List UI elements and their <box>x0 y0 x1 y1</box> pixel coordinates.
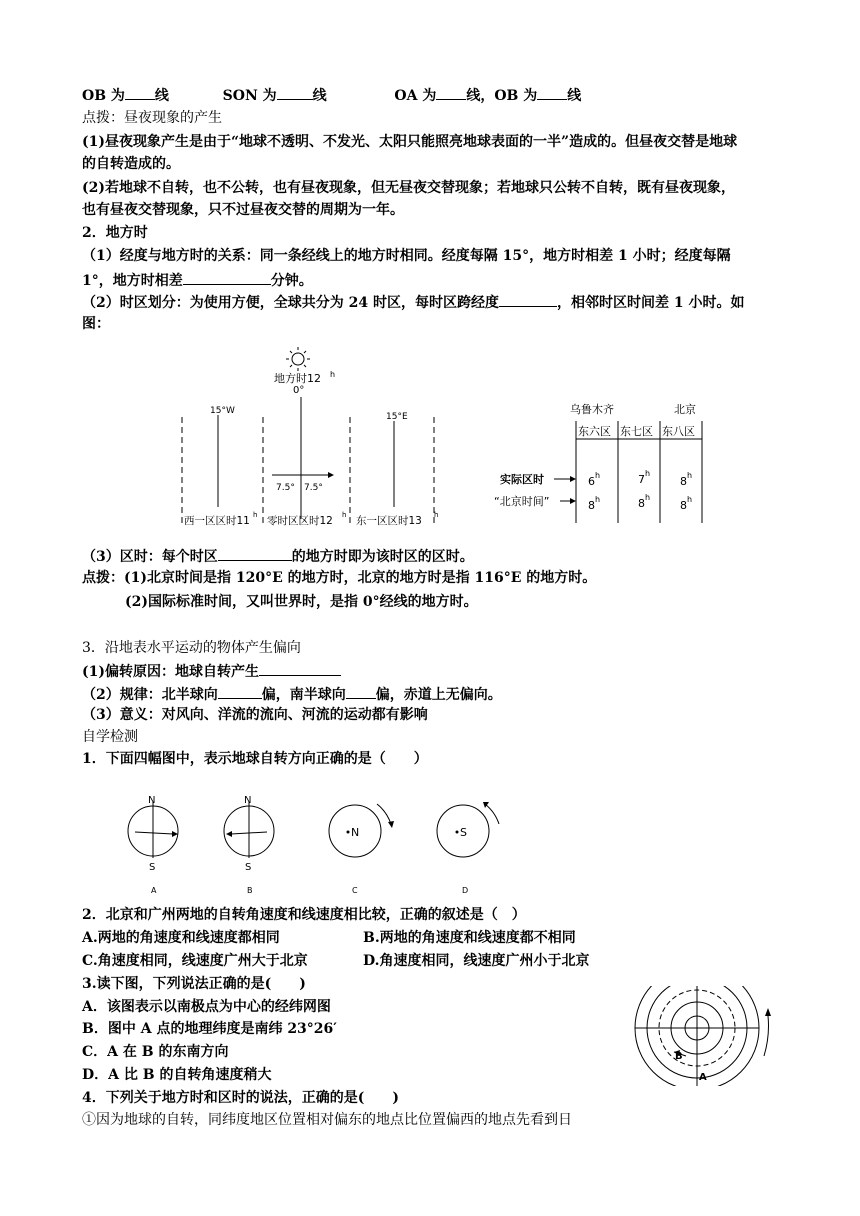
blank[interactable] <box>183 270 271 285</box>
svg-text:h: h <box>595 495 601 504</box>
q3-option-d[interactable]: D．A 比 B 的自转角速度稍大 <box>82 1067 272 1083</box>
beijing-time-diagram <box>490 395 720 530</box>
q3-option-a[interactable]: A．该图表示以南极点为中心的经纬网图 <box>82 999 331 1015</box>
city-urumqi: 乌鲁木齐 <box>570 403 614 416</box>
svg-text:S: S <box>149 862 156 873</box>
option-c-label: C <box>352 886 358 895</box>
sup-h: h <box>330 370 336 379</box>
blank[interactable] <box>259 661 341 676</box>
zone-e7: 东七区 <box>620 425 653 438</box>
q2-option-a[interactable]: A.两地的角速度和线速度都相同 <box>82 930 280 946</box>
city-beijing: 北京 <box>674 403 696 416</box>
tip2-l2: (2)国际标准时间，又叫世界时，是指 0°经线的地方时。 <box>125 594 478 610</box>
svg-text:8: 8 <box>588 499 595 512</box>
question-2: 2．北京和广州两地的自转角速度和线速度相比较，正确的叙述是（ ） <box>82 907 526 923</box>
zone-east1: 东一区区时13 <box>356 515 422 527</box>
tip1-p1-l1: (1)昼夜现象产生是由于“地球不透明、不发光、太阳只能照亮地球表面的一半”造成的。但昼夜交替是地球 <box>82 134 738 150</box>
q2-option-c[interactable]: C.角速度相同，线速度广州大于北京 <box>82 953 308 969</box>
point-b-label: B <box>675 1051 683 1062</box>
option-d-label: D <box>462 886 469 895</box>
sec2-p3: （3）区时：每个时区 的地方时即为该时区的区时。 <box>82 546 474 566</box>
svg-text:h: h <box>595 471 601 480</box>
question-4: 4．下列关于地方时和区时的说法，正确的是( ) <box>82 1090 399 1106</box>
svg-text:N: N <box>148 795 156 806</box>
q3-option-c[interactable]: C．A 在 B 的东南方向 <box>82 1044 229 1060</box>
tip1-title: 点拨：昼夜现象的产生 <box>82 110 222 126</box>
sec2-p1-l1: （1）经度与地方时的关系：同一条经线上的地方时相同。经度每隔 15°，地方时相差 1 小时；经度每隔 <box>82 248 731 264</box>
zero-meridian-label: 0° <box>293 385 305 396</box>
zone-zero: 零时区区时12 <box>267 515 333 527</box>
self-check-heading: 自学检测 <box>82 729 138 745</box>
sun-icon <box>286 347 310 371</box>
question-3: 3.读下图，下列说法正确的是( ) <box>82 976 306 992</box>
polar-grid-figure <box>630 986 778 1086</box>
row-beijing-time: “北京时间” <box>494 495 550 508</box>
svg-text:h: h <box>645 469 651 478</box>
blank[interactable] <box>537 85 567 100</box>
sun-label: 地方时12 <box>274 372 321 385</box>
label-15e: 15°E <box>386 412 408 422</box>
q2-option-d[interactable]: D.角速度相同，线速度广州小于北京 <box>363 953 590 969</box>
svg-text:7: 7 <box>638 473 645 486</box>
sec3-p2: （2）规律：北半球向 偏，南半球向 偏，赤道上无偏向。 <box>82 684 502 704</box>
sec3-title: 3．沿地表水平运动的物体产生偏向 <box>82 640 301 656</box>
option-a-label: A <box>151 886 157 895</box>
svg-text:N: N <box>351 826 360 839</box>
half-left: 7.5° <box>276 483 295 493</box>
blank[interactable] <box>218 546 292 561</box>
q3-option-b[interactable]: B．图中 A 点的地理纬度是南纬 23°26′ <box>82 1021 337 1037</box>
blank[interactable] <box>125 85 155 100</box>
blank[interactable] <box>277 85 313 100</box>
q2-option-b[interactable]: B.两地的角速度和线速度都不相同 <box>363 930 576 946</box>
svg-text:h: h <box>687 471 693 480</box>
half-right: 7.5° <box>304 483 323 493</box>
blank[interactable] <box>499 292 557 307</box>
svg-text:6: 6 <box>588 475 595 488</box>
zone-e6: 东六区 <box>578 425 611 438</box>
q1-globes <box>115 790 515 895</box>
svg-text:h: h <box>687 495 693 504</box>
blank[interactable] <box>218 684 262 699</box>
tip2-l1: 点拨：(1)北京时间是指 120°E 的地方时，北京的地方时是指 116°E 的地方时。 <box>82 570 597 586</box>
q4-statement-1: ①因为地球的自转，同纬度地区位置相对偏东的地点比位置偏西的地点先看到日 <box>82 1112 572 1128</box>
blank[interactable] <box>436 85 466 100</box>
row-actual-time: 实际区时 <box>500 473 544 486</box>
blank[interactable] <box>346 684 376 699</box>
sec2-p2-l1: （2）时区划分：为使用方便，全球共分为 24 时区，每时区跨经度 ，相邻时区时间差 1 小时。如 <box>82 292 744 312</box>
fill-line-1: OB 为 线 SON 为 线 OA 为 线，OB 为 线 <box>82 85 581 105</box>
sec3-p3: （3）意义：对风向、洋流的流向、河流的运动都有影响 <box>82 707 428 723</box>
option-b-label: B <box>247 886 253 895</box>
svg-text:h: h <box>253 511 258 519</box>
zone-boundaries <box>182 417 434 527</box>
sec2-title: 2．地方时 <box>82 225 148 241</box>
tip1-p2-l2: 也有昼夜交替现象，只不过昼夜交替的周期为一年。 <box>82 202 404 218</box>
point-a-label: A <box>699 1072 707 1083</box>
question-1: 1．下面四幅图中，表示地球自转方向正确的是（ ） <box>82 751 428 767</box>
svg-text:S: S <box>245 862 252 873</box>
svg-text:h: h <box>434 511 439 519</box>
svg-text:N: N <box>244 795 252 806</box>
svg-text:h: h <box>342 511 347 519</box>
sec2-p1-l2: 1°，地方时相差 分钟。 <box>82 270 313 290</box>
sec2-p2-l2: 图： <box>82 316 110 332</box>
zone-e8: 东八区 <box>662 425 695 438</box>
svg-text:8: 8 <box>680 475 687 488</box>
svg-text:8: 8 <box>680 499 687 512</box>
zone-west1: 西一区区时11 <box>184 515 250 527</box>
label-15w: 15°W <box>210 406 235 416</box>
tip1-p2-l1: (2)若地球不自转，也不公转，也有昼夜现象，但无昼夜交替现象；若地球只公转不自转，既有昼夜现象， <box>82 180 735 196</box>
time-zone-diagram <box>170 345 450 535</box>
svg-text:8: 8 <box>638 497 645 510</box>
svg-text:S: S <box>460 826 467 839</box>
tip1-p1-l2: 的自转造成的。 <box>82 156 180 172</box>
svg-text:h: h <box>645 493 651 502</box>
sec3-p1: (1)偏转原因：地球自转产生 <box>82 661 341 681</box>
